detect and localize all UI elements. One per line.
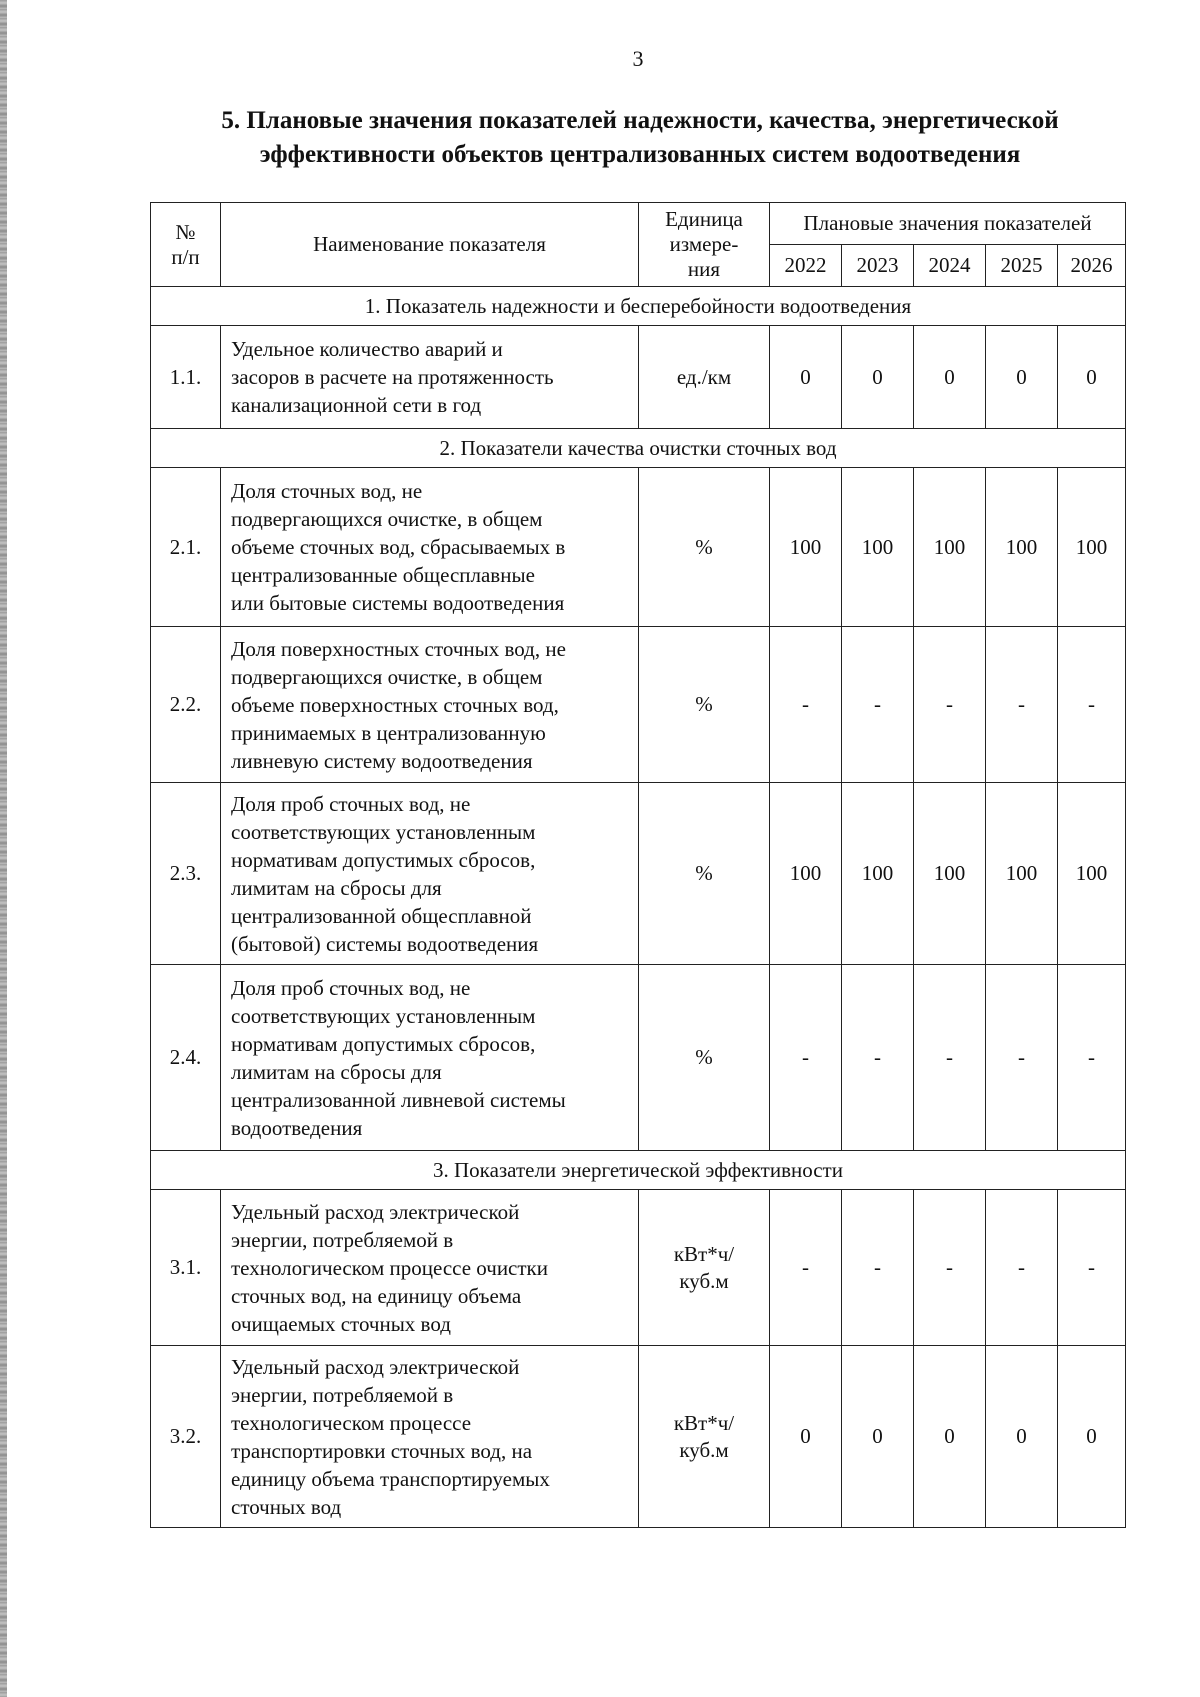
value-cell: 0 (1058, 1346, 1126, 1528)
indicator-name-line: сточных вод, на единицу объема (231, 1283, 522, 1308)
value-cell: 100 (914, 468, 986, 627)
value-cell: 100 (842, 783, 914, 965)
header-year: 2026 (1058, 245, 1126, 287)
indicator-name-line: Доля проб сточных вод, не (231, 791, 471, 816)
header-unit (639, 203, 770, 287)
value-cell: - (986, 965, 1058, 1151)
section-title: 3. Показатели энергетической эффективности (151, 1151, 1126, 1190)
header-year: 2022 (770, 245, 842, 287)
indicator-name-line: лимитам на сбросы для (231, 875, 442, 900)
unit-line: куб.м (679, 1268, 729, 1293)
header-name: Наименование показателя (221, 203, 639, 287)
value-cell: 0 (770, 1346, 842, 1528)
value-cell: 100 (770, 783, 842, 965)
header-year: 2025 (986, 245, 1058, 287)
indicator-name (221, 627, 639, 783)
value-cell: 100 (986, 468, 1058, 627)
unit-cell (639, 326, 770, 429)
indicator-name-line: очищаемых сточных вод (231, 1311, 451, 1336)
value-cell: 100 (986, 783, 1058, 965)
indicator-name-line: подвергающихся очистке, в общем (231, 507, 543, 531)
indicators-table (150, 202, 1126, 1528)
value-cell: 100 (1058, 468, 1126, 627)
row-number: 3.1. (151, 1190, 221, 1346)
value-cell: - (1058, 1190, 1126, 1346)
unit-cell (639, 1190, 770, 1346)
indicator-name-line: Удельный расход электрической (231, 1199, 520, 1224)
indicator-name-line: энергии, потребляемой в (231, 1227, 454, 1252)
unit-line: кВт*ч/ (673, 1241, 735, 1266)
indicator-name-line: объеме сточных вод, сбрасываемых в (231, 535, 566, 559)
value-cell: - (842, 627, 914, 783)
indicator-name-line: (бытовой) системы водоотведения (231, 931, 539, 956)
unit-line: % (695, 534, 713, 559)
indicator-name-line: ливневую систему водоотведения (231, 748, 533, 773)
indicator-name (221, 1346, 639, 1528)
section-title: 2. Показатели качества очистки сточных вод (151, 429, 1126, 468)
indicator-name-line: водоотведения (231, 1115, 363, 1140)
table-row (151, 1190, 1126, 1346)
indicator-name-line: единицу объема транспортируемых (231, 1466, 550, 1491)
value-cell: 0 (914, 1346, 986, 1528)
row-number: 2.3. (151, 783, 221, 965)
indicator-name-line: Удельный расход электрической (231, 1354, 520, 1379)
indicator-name (221, 783, 639, 965)
indicator-name-line: канализационной сети в год (231, 393, 482, 417)
value-cell: - (1058, 627, 1126, 783)
scan-edge (0, 0, 7, 1697)
row-number: 1.1. (151, 326, 221, 429)
value-cell: - (914, 1190, 986, 1346)
indicator-name-line: или бытовые системы водоотведения (231, 591, 565, 615)
section-row (151, 1151, 1126, 1190)
section-row (151, 429, 1126, 468)
unit-cell (639, 627, 770, 783)
unit-cell (639, 1346, 770, 1528)
unit-line: куб.м (679, 1437, 729, 1462)
header-num-line2: п/п (171, 244, 200, 269)
value-cell: 100 (842, 468, 914, 627)
value-cell: - (986, 1190, 1058, 1346)
value-cell: - (914, 627, 986, 783)
value-cell: - (842, 965, 914, 1151)
indicator-name-line: сточных вод (231, 1494, 342, 1519)
indicator-name-line: технологическом процессе очистки (231, 1255, 548, 1280)
value-cell: 0 (986, 326, 1058, 429)
indicator-name-line: энергии, потребляемой в (231, 1382, 454, 1407)
indicator-name-line: лимитам на сбросы для (231, 1059, 442, 1084)
value-cell: - (842, 1190, 914, 1346)
indicator-name-line: Доля сточных вод, не (231, 479, 423, 503)
indicator-name-line: соответствующих установленным (231, 1003, 536, 1028)
indicator-name (221, 326, 639, 429)
header-unit-line2: измере- (669, 232, 739, 256)
title-line-2: эффективности объектов централизованных систем водоотведения (259, 141, 1021, 168)
table-row (151, 965, 1126, 1151)
unit-line: % (695, 1045, 713, 1069)
header-year: 2024 (914, 245, 986, 287)
indicator-name-line: засоров в расчете на протяженность (231, 365, 554, 389)
unit-line: % (695, 692, 713, 716)
value-cell: 0 (1058, 326, 1126, 429)
value-cell: 0 (914, 326, 986, 429)
indicator-name-line: нормативам допустимых сбросов, (231, 1031, 536, 1056)
row-number: 2.2. (151, 627, 221, 783)
value-cell: 100 (914, 783, 986, 965)
unit-line: кВт*ч/ (673, 1410, 735, 1435)
unit-line: ед./км (676, 364, 732, 389)
value-cell: 0 (842, 1346, 914, 1528)
indicator-name-line: объеме поверхностных сточных вод, (231, 692, 559, 717)
indicator-name-line: подвергающихся очистке, в общем (231, 664, 543, 689)
indicator-name-line: технологическом процессе (231, 1410, 472, 1435)
indicator-name-line: транспортировки сточных вод, на (231, 1438, 533, 1463)
value-cell: - (770, 627, 842, 783)
value-cell: - (914, 965, 986, 1151)
unit-cell (639, 783, 770, 965)
table-row (151, 783, 1126, 965)
value-cell: - (770, 1190, 842, 1346)
section-row (151, 287, 1126, 326)
indicator-name-line: централизованной ливневой системы (231, 1087, 566, 1112)
title-line-1: 5. Плановые значения показателей надежности, качества, энергетической (221, 107, 1059, 134)
section-title: 1. Показатель надежности и бесперебойности водоотведения (151, 287, 1126, 326)
table-row (151, 627, 1126, 783)
header-unit-line1: Единица (665, 207, 743, 231)
page-number: 3 (632, 46, 644, 71)
value-cell: - (986, 627, 1058, 783)
row-number: 2.4. (151, 965, 221, 1151)
value-cell: 100 (1058, 783, 1126, 965)
indicator-name (221, 468, 639, 627)
indicator-name-line: Доля проб сточных вод, не (231, 975, 471, 1000)
indicator-name-line: Доля поверхностных сточных вод, не (231, 636, 566, 661)
indicator-name-line: Удельное количество аварий и (231, 337, 503, 361)
indicator-name-line: централизованные общесплавные (231, 563, 535, 587)
table-row (151, 326, 1126, 429)
indicator-name-line: централизованной общесплавной (231, 903, 532, 928)
header-num (151, 203, 221, 287)
header-unit-line3: ния (687, 257, 721, 281)
page-title (140, 104, 1140, 172)
header-year: 2023 (842, 245, 914, 287)
indicator-name (221, 1190, 639, 1346)
value-cell: 0 (842, 326, 914, 429)
table-row (151, 1346, 1126, 1528)
indicator-name-line: нормативам допустимых сбросов, (231, 847, 536, 872)
unit-cell (639, 468, 770, 627)
header-planned: Плановые значения показателей (770, 203, 1126, 245)
value-cell: 0 (986, 1346, 1058, 1528)
value-cell: 0 (770, 326, 842, 429)
row-number: 2.1. (151, 468, 221, 627)
value-cell: - (1058, 965, 1126, 1151)
unit-cell (639, 965, 770, 1151)
table-row (151, 468, 1126, 627)
indicator-name (221, 965, 639, 1151)
value-cell: - (770, 965, 842, 1151)
header-num-line1: № (175, 219, 196, 244)
row-number: 3.2. (151, 1346, 221, 1528)
indicator-name-line: принимаемых в централизованную (231, 720, 546, 745)
unit-line: % (695, 861, 713, 885)
indicator-name-line: соответствующих установленным (231, 819, 536, 844)
value-cell: 100 (770, 468, 842, 627)
